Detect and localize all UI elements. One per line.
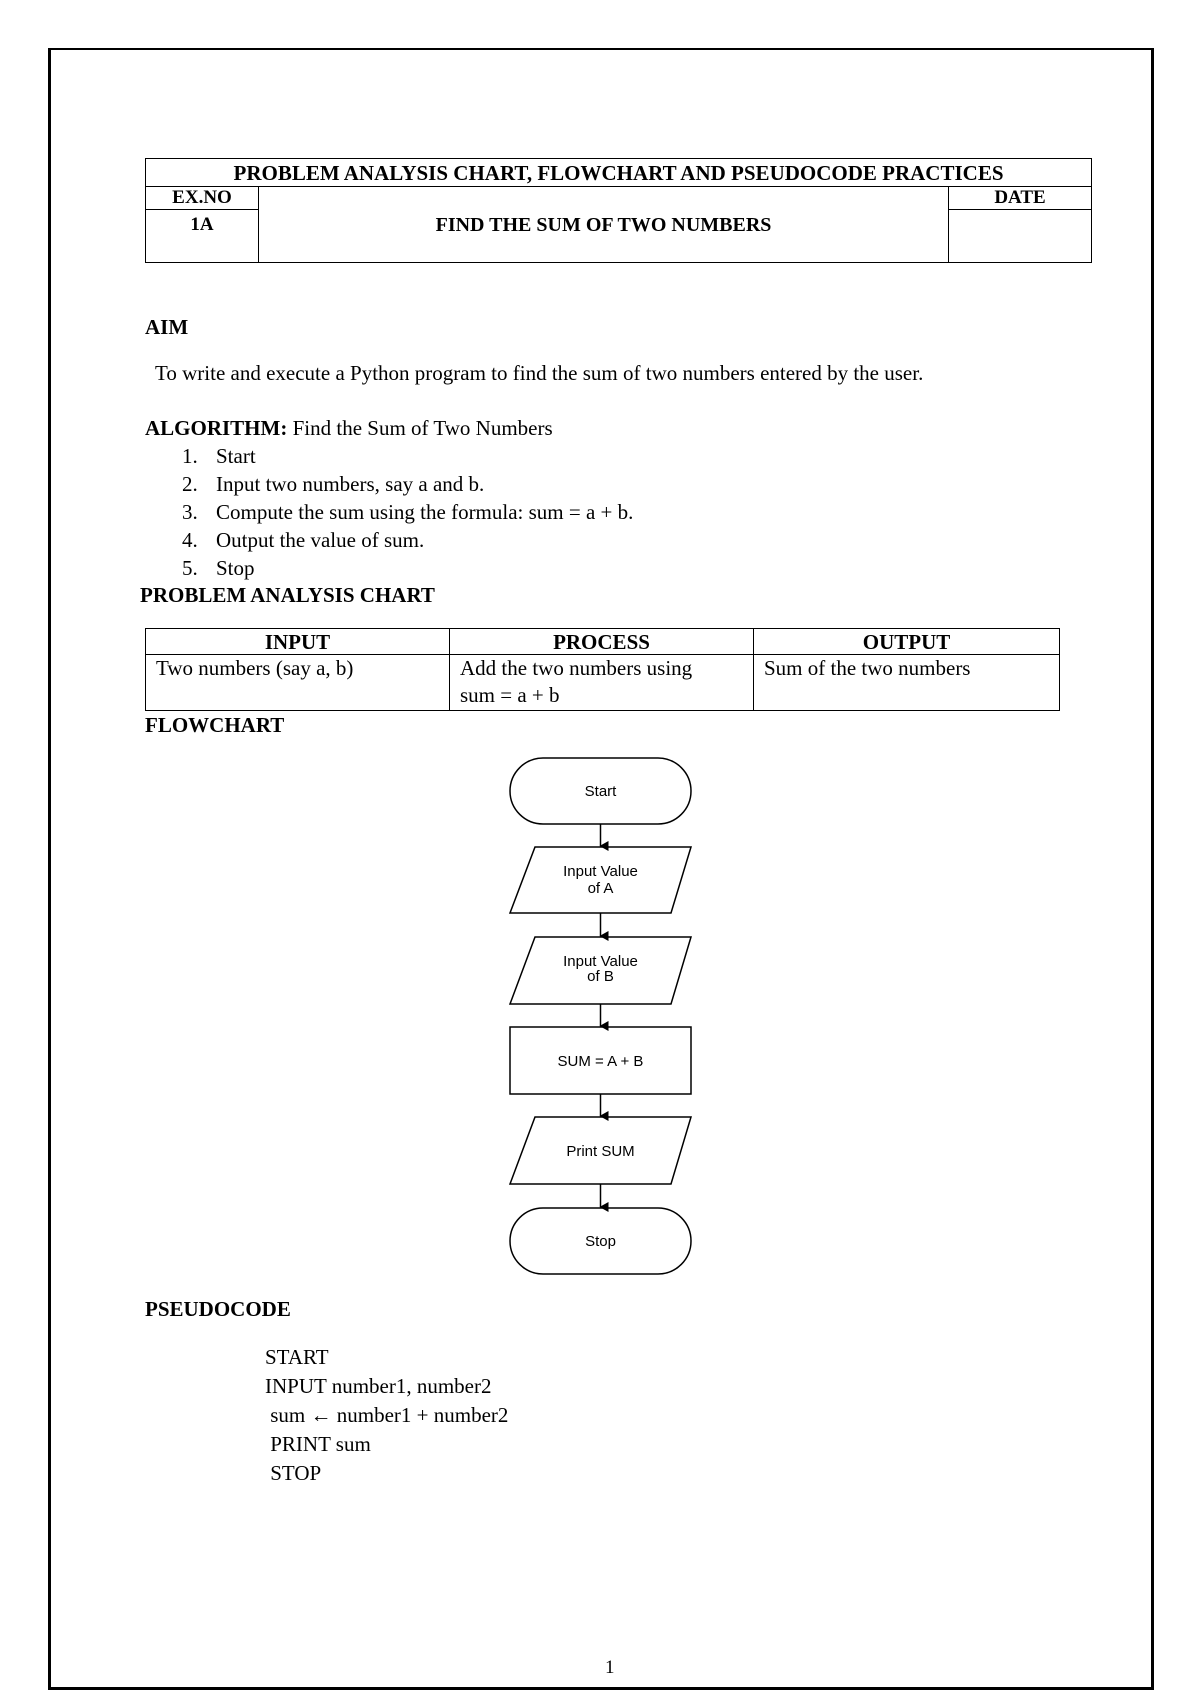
date-label: DATE bbox=[949, 187, 1092, 210]
pac-cell-input: Two numbers (say a, b) bbox=[146, 655, 450, 711]
input-b-label: Input Value bbox=[563, 953, 638, 970]
algorithm-steps bbox=[182, 442, 633, 582]
pseudocode-line: INPUT number1, number2 bbox=[265, 1374, 492, 1398]
process-label: SUM = A + B bbox=[557, 1053, 644, 1070]
algorithm-step: 1. Start bbox=[182, 444, 256, 468]
flowchart-diagram bbox=[505, 755, 705, 1285]
pseudocode-line: PRINT sum bbox=[265, 1432, 371, 1456]
algorithm-heading bbox=[145, 416, 553, 440]
pac-process-line: sum = a + b bbox=[460, 683, 560, 707]
document-title: PROBLEM ANALYSIS CHART, FLOWCHART AND PSEUDOCODE PRACTICES bbox=[146, 159, 1092, 187]
pac-heading: PROBLEM ANALYSIS CHART bbox=[140, 583, 435, 607]
stop-label: Stop bbox=[585, 1233, 616, 1250]
pac-header-output: OUTPUT bbox=[754, 629, 1060, 655]
output-label: Print SUM bbox=[566, 1143, 635, 1160]
page-number: 1 bbox=[605, 1657, 615, 1678]
pseudocode-block bbox=[265, 1343, 508, 1488]
flowchart-heading: FLOWCHART bbox=[145, 713, 285, 737]
algorithm-step: 2. Input two numbers, say a and b. bbox=[182, 472, 485, 496]
exno-label: EX.NO bbox=[146, 187, 259, 210]
algorithm-step: 3. Compute the sum using the formula: sum = a + b. bbox=[182, 500, 634, 524]
pac-header-process: PROCESS bbox=[450, 629, 754, 655]
pseudocode-line: STOP bbox=[265, 1461, 322, 1485]
algorithm-step: 5. Stop bbox=[182, 556, 255, 580]
algorithm-step: 4. Output the value of sum. bbox=[182, 528, 425, 552]
problem-analysis-table bbox=[145, 628, 1060, 711]
aim-text: To write and execute a Python program to find the sum of two numbers entered by the user. bbox=[155, 361, 924, 385]
pseudocode-line: START bbox=[265, 1345, 329, 1369]
exno-value: 1A bbox=[146, 210, 259, 263]
input-b-label: of B bbox=[587, 968, 614, 985]
date-value bbox=[949, 210, 1092, 263]
pac-process-line: Add the two numbers using bbox=[460, 656, 693, 680]
pseudocode-line: sum ← number1 + number2 bbox=[265, 1403, 509, 1427]
input-a-label: Input Value bbox=[563, 863, 638, 880]
pac-header-input: INPUT bbox=[146, 629, 450, 655]
pac-cell-process bbox=[450, 655, 754, 711]
exercise-title: FIND THE SUM OF TWO NUMBERS bbox=[259, 187, 949, 263]
header-table bbox=[145, 158, 1092, 263]
aim-heading: AIM bbox=[145, 315, 189, 339]
algorithm-label: ALGORITHM: bbox=[145, 416, 288, 440]
pac-cell-output: Sum of the two numbers bbox=[754, 655, 1060, 711]
pseudocode-heading: PSEUDOCODE bbox=[145, 1297, 291, 1321]
start-label: Start bbox=[584, 783, 617, 800]
input-a-label: of A bbox=[587, 880, 614, 897]
algorithm-title: Find the Sum of Two Numbers bbox=[287, 416, 553, 440]
